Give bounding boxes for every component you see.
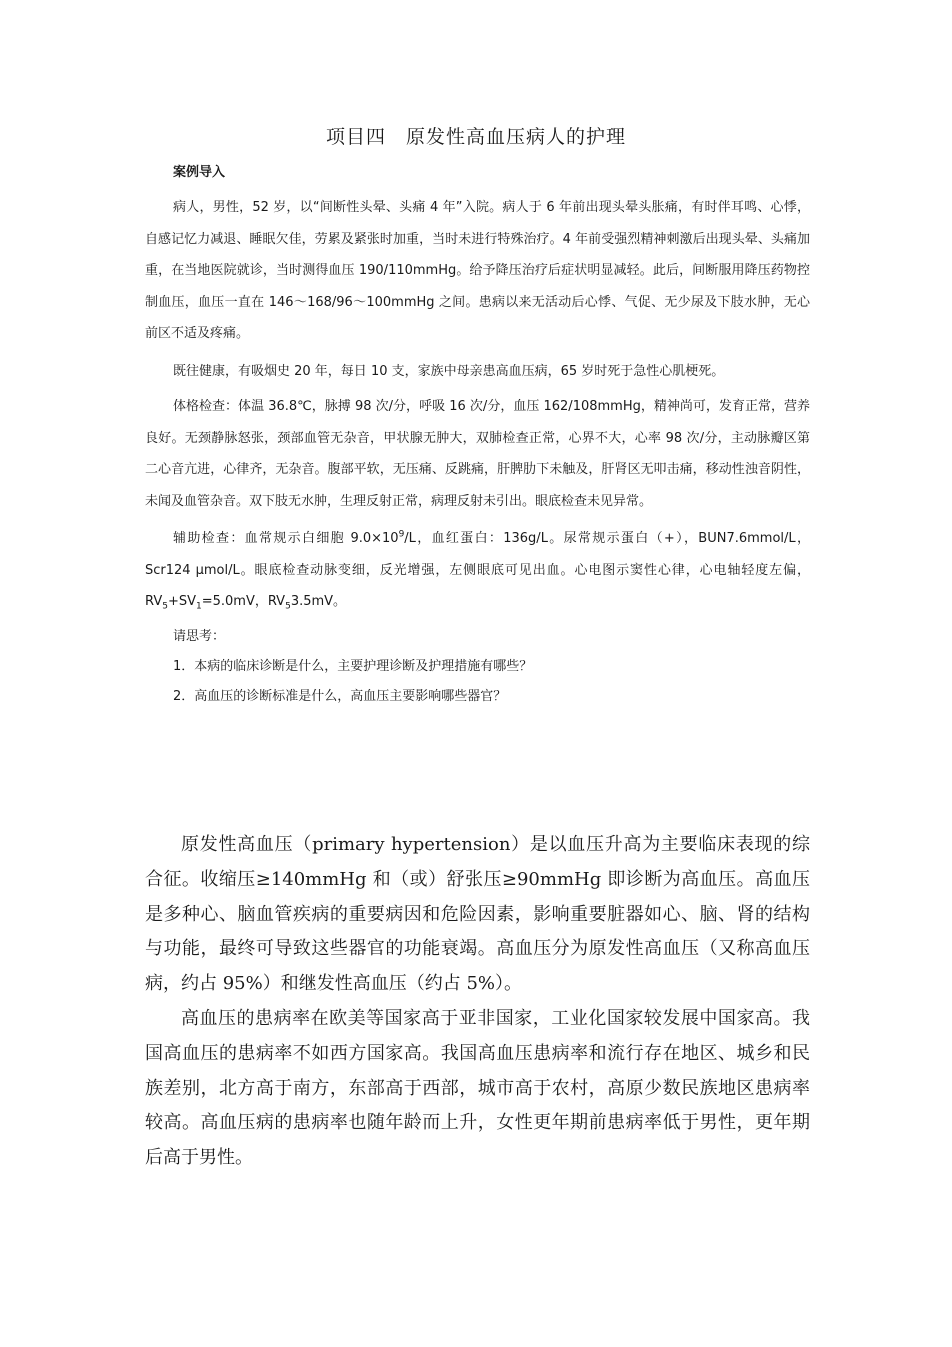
case-paragraph-lab-tests [145,523,810,618]
think-label: 请思考： [173,628,226,644]
lab-sub-3: 5 [285,601,291,612]
case-paragraph-past-history: 既往健康，有吸烟史 20 年，每日 10 支，家族中母亲患高血压病，65 岁时死于急性心肌梗死。 [173,363,725,379]
case-paragraph-physical-exam: 体格检查：体温 36.8℃，脉搏 98 次/分，呼吸 16 次/分，血压 162/108mmHg，精神尚可，发育正常，营养良好。无颈静脉怒张，颈部血管无杂音，甲状腺无肿大，双肺检查正常，心界不大，心率 98 次/分，主动脉瓣区第二心音亢进，心律齐，无杂音。腹部平软，无压痛、反跳痛，肝脾肋下未触及，肝肾区无叩击痛，移动性浊音阴性，未闻及血管杂音。双下肢无水肿，生理反射正常，病理反射未引出。眼底检查未见异常。 [145,399,810,509]
page-title: 项目四 原发性高血压病人的护理 [325,126,626,148]
case-section [145,160,810,714]
main-text [145,828,810,1176]
lab-text-e: 3.5mV。 [290,594,347,609]
main-paragraph-definition: 原发性高血压（primary hypertension）是以血压升高为主要临床表现的综合征。收缩压≥140mmHg 和（或）舒张压≥90mmHg 即诊断为高血压。高血压是多种心、脑血管疾病的重要病因和危险因素，影响重要脏器如心、脑、肾的结构与功能，最终可导致这些器官的功能衰竭。高血压分为原发性高血压（又称高血压病，约占 95%）和继发性高血压（约占 5%）。 [145,834,810,995]
question-1: 1．本病的临床诊断是什么，主要护理诊断及护理措施有哪些？ [173,658,533,674]
lab-sub-2: 1 [196,601,202,612]
lab-text-a: 辅助检查：血常规示白细胞 9.0×10 [173,531,399,546]
lab-sup: 9 [398,529,405,540]
main-paragraph-prevalence: 高血压的患病率在欧美等国家高于亚非国家，工业化国家较发展中国家高。我国高血压的患病率不如西方国家高。我国高血压患病率和流行存在地区、城乡和民族差别，北方高于南方，东部高于西部，城市高于农村，高原少数民族地区患病率较高。高血压病的患病率也随年龄而上升，女性更年期前患病率低于男性，更年期后高于男性。 [145,1007,810,1169]
lab-sub-1: 5 [162,601,168,612]
lab-text-c: +SV [167,594,196,609]
case-heading: 案例导入 [173,165,226,180]
lab-text-b: /L，血红蛋白：136g/L。尿常规示蛋白（+），BUN7.6mmol/L，Scr124 μmol/L。眼底检查动脉变细，反光增强，左侧眼底可见出血。心电图示窦性心律，心电轴轻度左偏，RV [145,531,810,609]
case-paragraph-history: 病人，男性，52 岁，以“间断性头晕、头痛 4 年”入院。病人于 6 年前出现头晕头胀痛，有时伴耳鸣、心悸，自感记忆力减退、睡眠欠佳，劳累及紧张时加重，当时未进行特殊治疗。4 年前受强烈精神刺激后出现头晕、头痛加重，在当地医院就诊，当时测得血压 190/110mmHg。给予降压治疗后症状明显减轻。此后，间断服用降压药物控制血压，血压一直在 146～168/96～100mmHg 之间。患病以来无活动后心悸、气促、无少尿及下肢水肿，无心前区不适及疼痛。 [145,200,810,341]
lab-text-d: =5.0mV，RV [201,594,286,609]
question-2: 2．高血压的诊断标准是什么，高血压主要影响哪些器官？ [173,688,507,704]
